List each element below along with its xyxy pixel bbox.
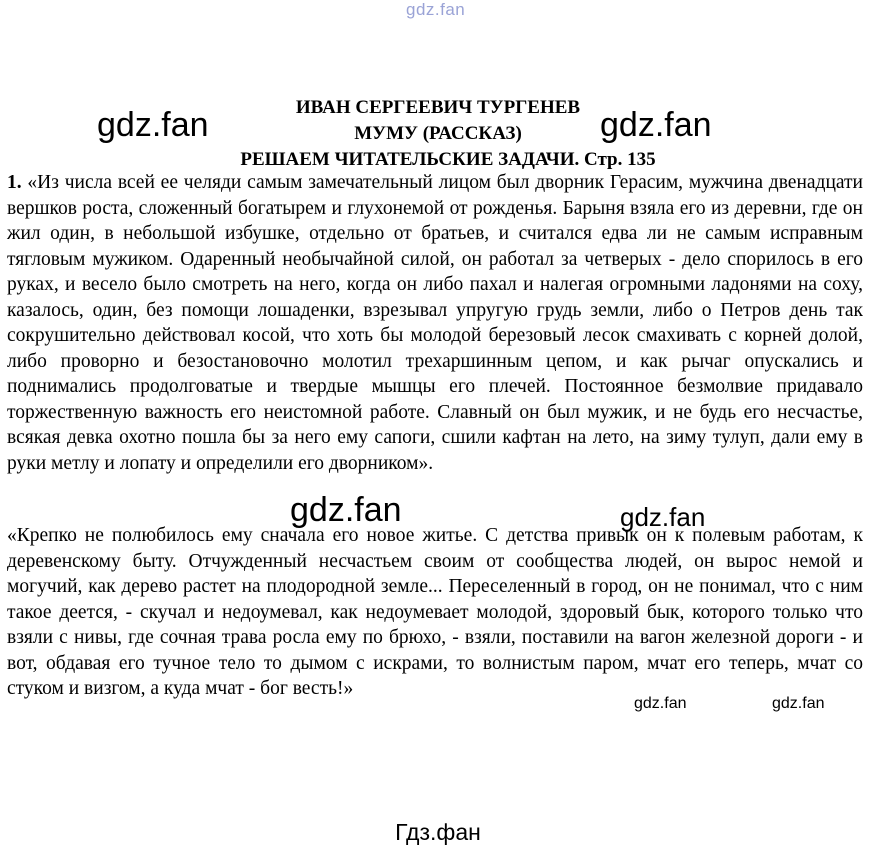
- watermark-big-left: gdz.fan: [97, 106, 209, 144]
- watermark-big-right: gdz.fan: [600, 106, 712, 144]
- watermark-small-left: gdz.fan: [634, 695, 687, 712]
- watermark-mid-center: gdz.fan: [290, 491, 402, 529]
- footer-site-name: Гдз.фан: [395, 819, 481, 845]
- watermark-small-right: gdz.fan: [772, 695, 825, 712]
- answer-paragraph-2: «Крепко не полюбилось ему сначала его новое житье. С детства привык он к полевым работам, к деревенскому быту. Отчужденный несчастьем своим от сообщества людей, он вырос немой и могучий, как дерево растет на плодородной земле... Переселенный в город, он не понимал, что с ним такое деется, - скучал и недоумевал, как недоумевает молодой, здоровый бык, которого только что взяли с нивы, где сочная трава росла ему по брюхо, - взяли, поставили на вагон железной дороги - и вот, обдавая его тучное тело то дымом с искрами, то волнистым паром, мчат его теперь, мчат со стуком и визгом, а куда мчат - бог весть!»: [7, 525, 863, 699]
- task-number: 1.: [7, 172, 22, 193]
- section-title: РЕШАЕМ ЧИТАТЕЛЬСКИЕ ЗАДАЧИ. Стр. 135: [240, 149, 656, 170]
- work-title: МУМУ (РАССКАЗ): [354, 123, 522, 144]
- watermark-top: gdz.fan: [406, 0, 466, 19]
- answer-paragraph-1: [7, 170, 863, 476]
- author-title: ИВАН СЕРГЕЕВИЧ ТУРГЕНЕВ: [295, 97, 581, 118]
- answer-text-1: «Из числа всей ее челяди самым замечательный лицом был дворник Герасим, мужчина двенадцати вершков роста, сложенный богатырем и глухонемой от рожденья. Барыня взяла его из деревни, где он жил один, в небольшой избушке, отдельно от братьев, и считался едва ли не самым исправным тягловым мужиком. Одаренный необычайной силой, он работал за четверых - дело спорилось в его руках, и весело было смотреть на него, когда он либо пахал и налегая огромными ладонями на соху, казалось, один, без помощи лошаденки, взрезывал упругую грудь земли, либо о Петров день так сокрушительно действовал косой, что хоть бы молодой березовый лесок смахивать с корней долой, либо проворно и безостановочно молотил трехаршинным цепом, и как рычаг опускались и поднимались продолговатые и твердые мышцы его плечей. Постоянное безмолвие придавало торжественную важность его неистомной работе. Славный он был мужик, и не будь его несчастье, всякая девка охотно пошла бы за него ему сапоги, сшили кафтан на лето, на зиму тулуп, дали ему в руки метлу и лопату и определили его дворником».: [7, 172, 863, 474]
- watermark-mid-right: gdz.fan: [620, 502, 706, 532]
